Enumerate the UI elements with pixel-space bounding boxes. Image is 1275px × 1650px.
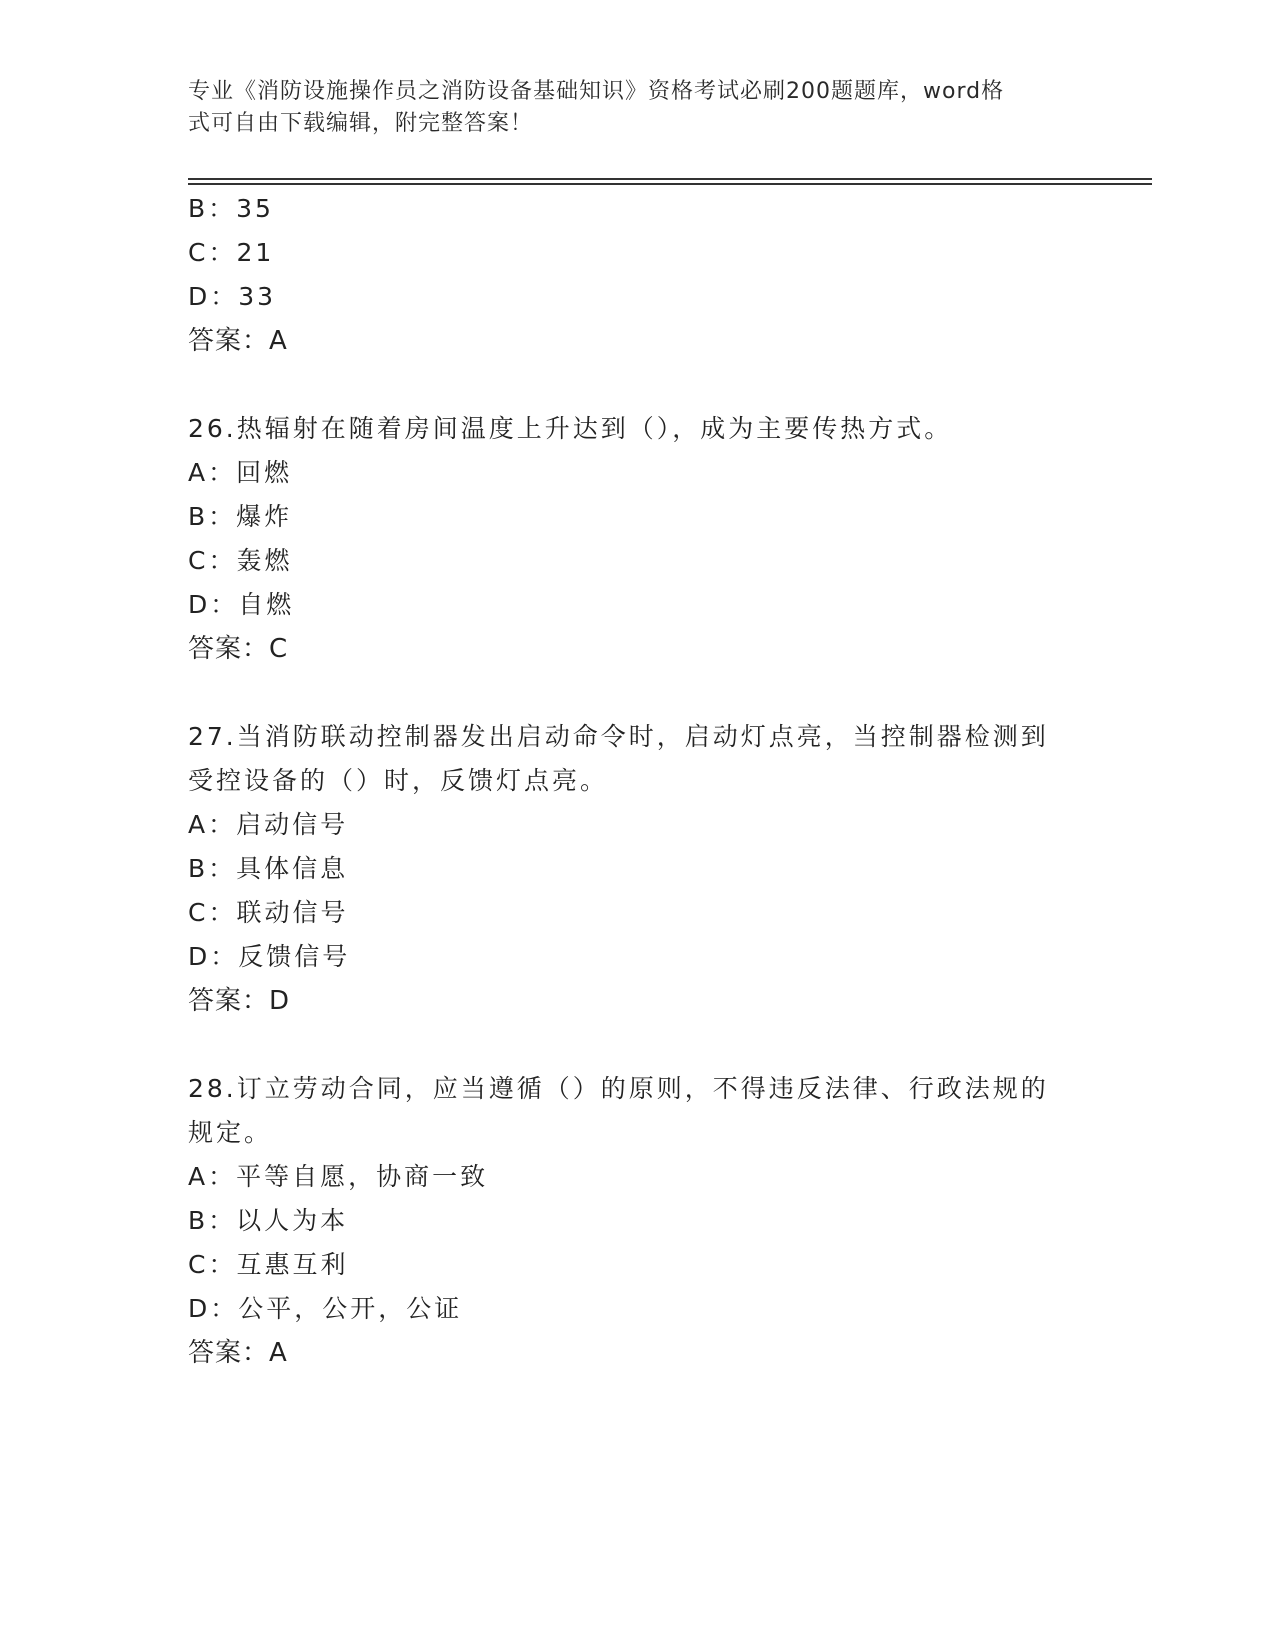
q28-stem-line-1: 28.订立劳动合同，应当遵循（）的原则，不得违反法律、行政法规的	[188, 1074, 1049, 1103]
q28-option-b: B：以人为本	[188, 1206, 349, 1235]
q25-option-b: B：35	[188, 194, 274, 223]
q26-option-b: B：爆炸	[188, 502, 293, 531]
q25-option-c: C：21	[188, 238, 275, 267]
q26-option-c: C：轰燃	[188, 546, 293, 575]
q28-option-a: A：平等自愿，协商一致	[188, 1162, 489, 1191]
q27-option-c: C：联动信号	[188, 898, 349, 927]
q28-answer: 答案：A	[188, 1338, 288, 1368]
q26-answer: 答案：C	[188, 634, 289, 664]
q26-option-a: A：回燃	[188, 458, 293, 487]
q27-stem-line-2: 受控设备的（）时，反馈灯点亮。	[188, 766, 609, 795]
q25-option-d: D：33	[188, 282, 277, 311]
q27-answer: 答案：D	[188, 986, 291, 1016]
header-line-1: 专业《消防设施操作员之消防设备基础知识》资格考试必刷200题题库，word格	[188, 79, 1005, 104]
q27-option-b: B：具体信息	[188, 854, 349, 883]
header-divider-bottom	[188, 183, 1152, 185]
q27-option-d: D：反馈信号	[188, 942, 351, 971]
document-header	[188, 76, 1068, 140]
q27-option-a: A：启动信号	[188, 810, 349, 839]
q26-option-d: D：自燃	[188, 590, 295, 619]
q28-stem-line-2: 规定。	[188, 1118, 273, 1147]
q25-answer: 答案：A	[188, 326, 288, 356]
header-divider-top	[188, 178, 1152, 180]
q28-option-d: D：公平，公开，公证	[188, 1294, 463, 1323]
header-line-2: 式可自由下载编辑，附完整答案！	[188, 111, 534, 136]
q28-option-c: C：互惠互利	[188, 1250, 349, 1279]
q27-stem-line-1: 27.当消防联动控制器发出启动命令时，启动灯点亮，当控制器检测到	[188, 722, 1049, 751]
q26-stem: 26.热辐射在随着房间温度上升达到（），成为主要传热方式。	[188, 414, 953, 443]
